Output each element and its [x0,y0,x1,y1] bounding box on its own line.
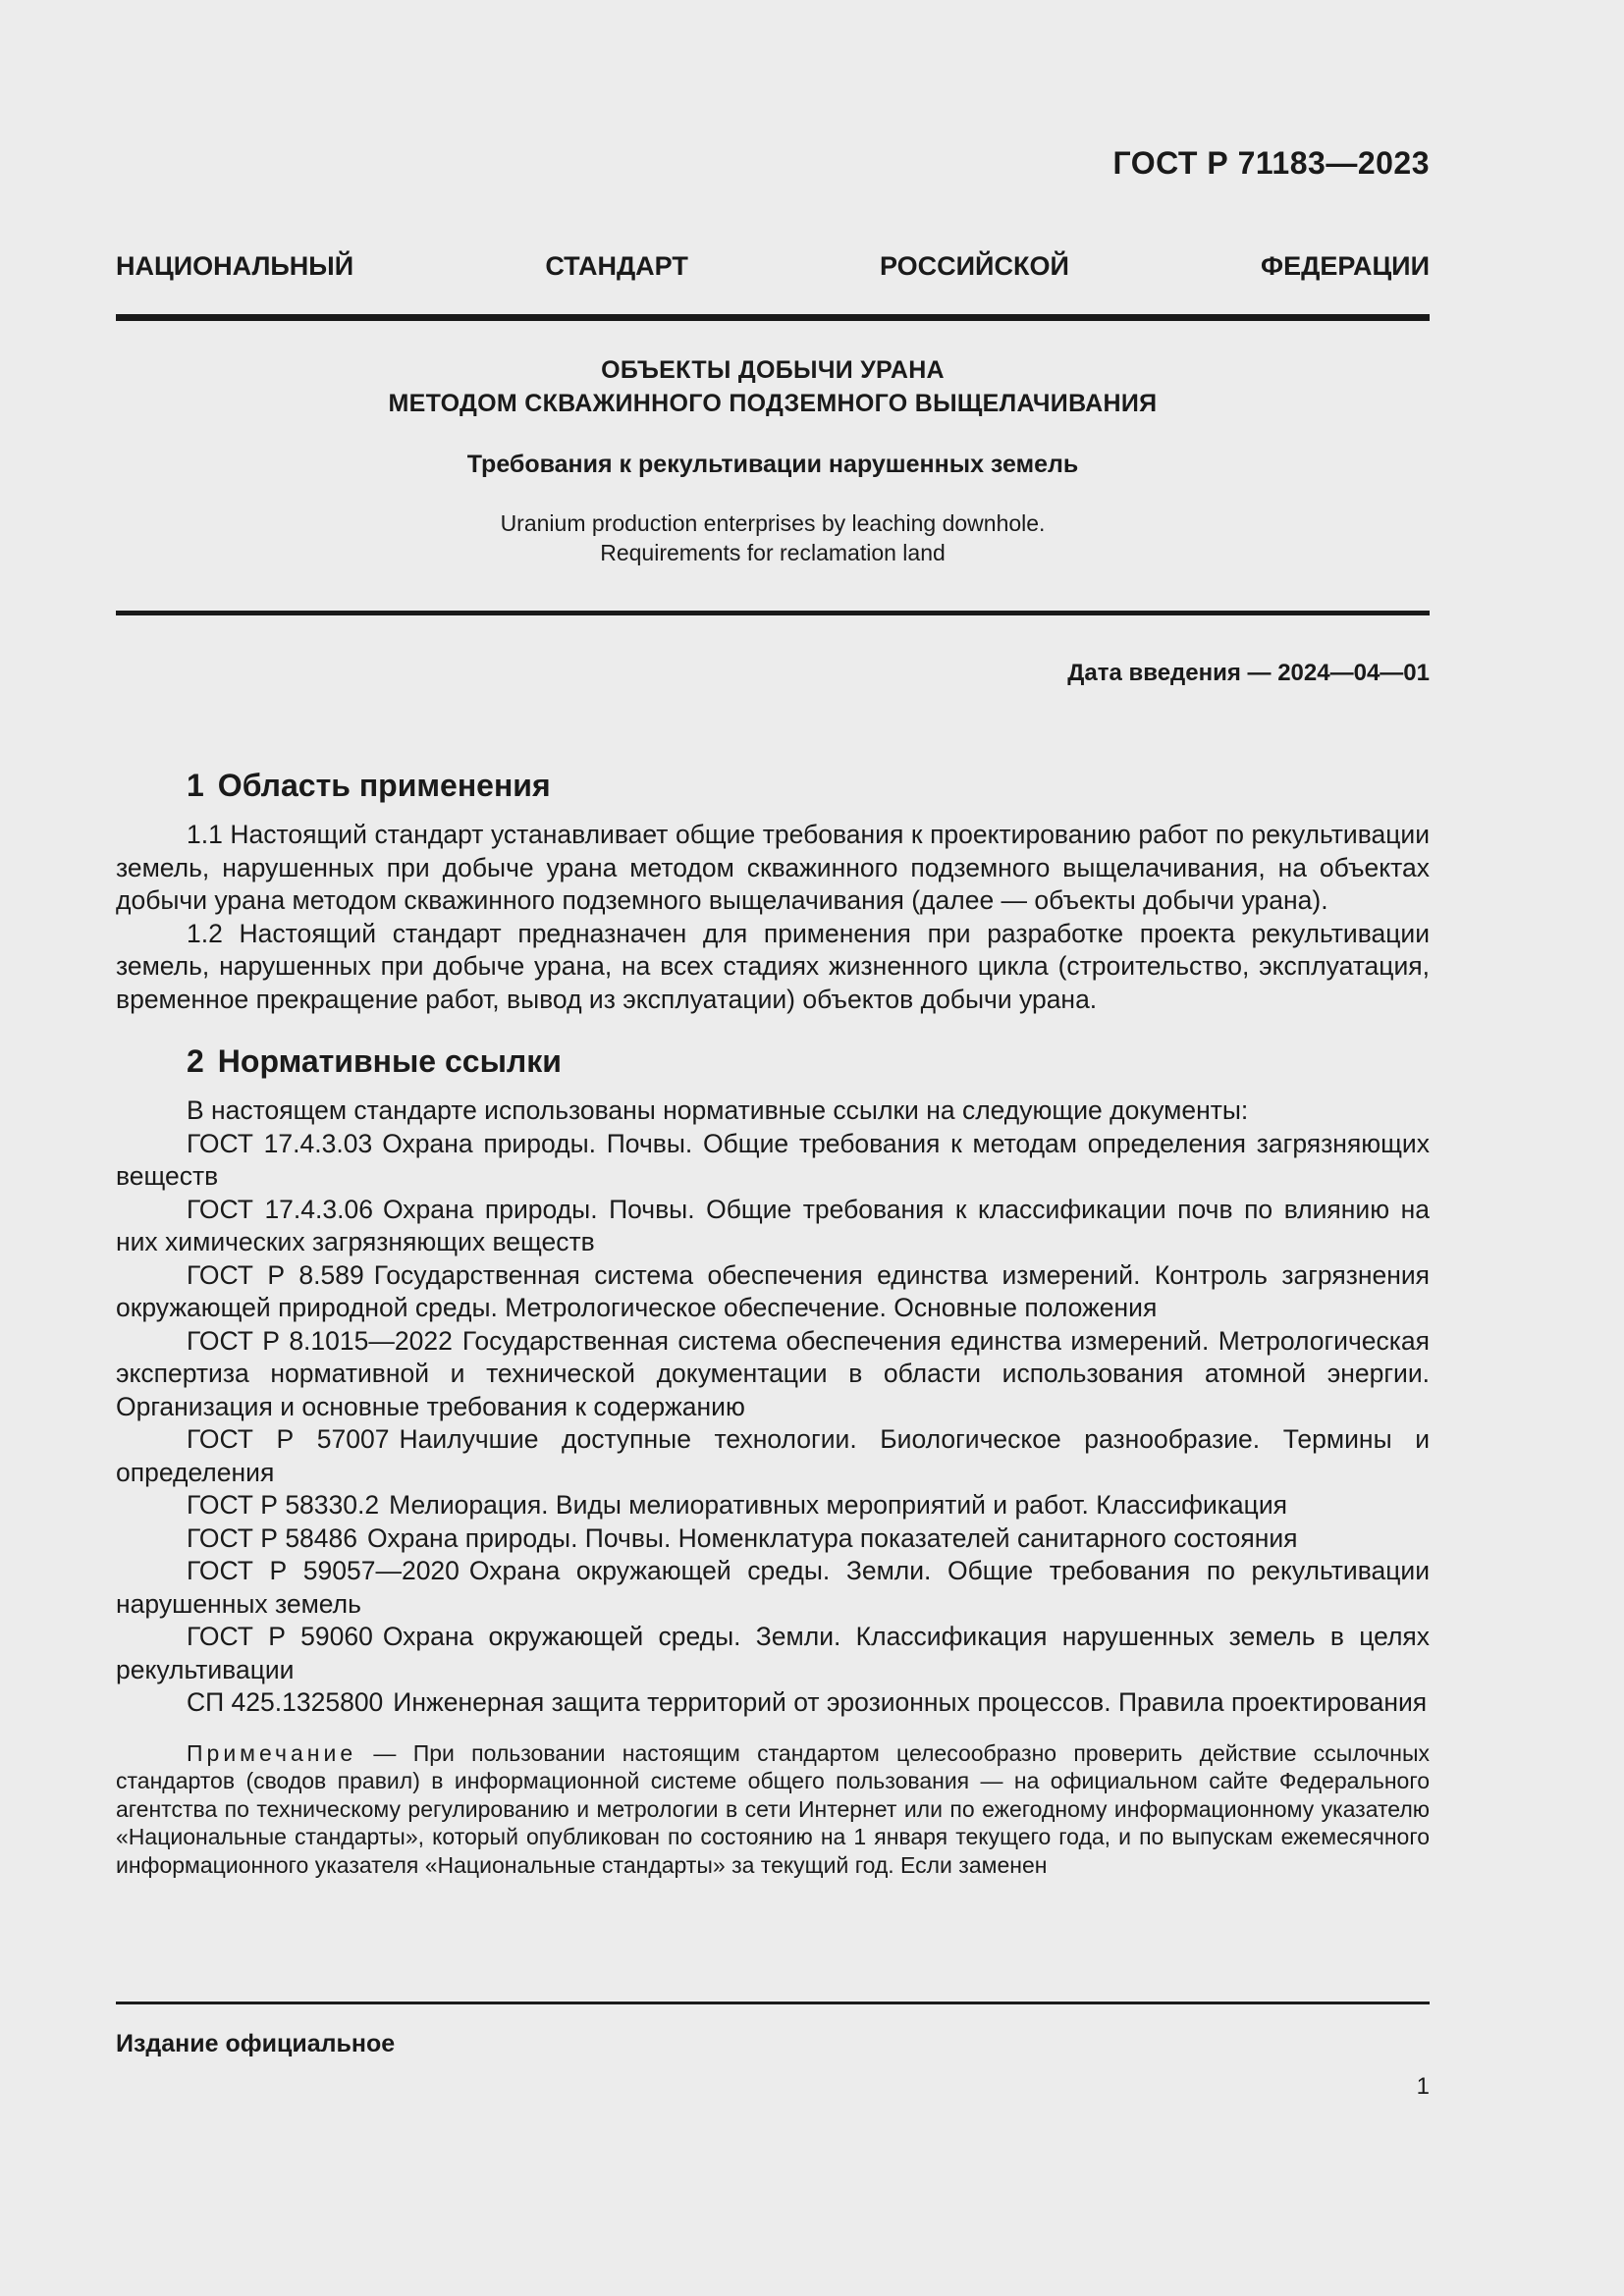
reference-text: Инженерная защита территорий от эрозионных процессов. Правила проектирования [393,1687,1428,1717]
section-title-text: Нормативные ссылки [217,1043,562,1079]
reference-item [116,1194,1430,1259]
section-number: 2 [187,1043,204,1079]
reference-text: Государственная система обеспечения единства измерений. Метрологическая экспертиза нормативной и технической документации в области использования атомной энергии. Организация и основные требования к содержанию [116,1325,1430,1421]
english-title-line: Uranium production enterprises by leaching downhole. [500,510,1046,536]
references-intro: В настоящем стандарте использованы нормативные ссылки на следующие документы: [187,1095,1249,1125]
reference-code: ГОСТ Р 59057—2020 [187,1556,460,1585]
header-word: РОССИЙСКОЙ [880,251,1069,281]
english-title-line: Requirements for reclamation land [600,540,946,565]
reference-text: Охрана окружающей среды. Земли. Классификация нарушенных земель в целях рекультивации [116,1622,1431,1684]
paragraph-1-1: 1.1 Настоящий стандарт устанавливает общие требования к проектированию работ по рекультивации земель, нарушенных при добыче урана методом скважинного подземного выщелачивания, на объектах добычи урана методом скважинного подземного выщелачивания (далее — объекты добычи урана). [116,820,1430,915]
reference-item [116,1489,1430,1522]
document-number: ГОСТ Р 71183—2023 [1112,145,1430,181]
note-paragraph [116,1739,1430,1880]
reference-item [116,1522,1430,1556]
reference-item [116,1128,1430,1194]
document-body [116,766,1430,1901]
reference-code: ГОСТ 17.4.3.03 [187,1128,373,1158]
english-title [116,508,1430,567]
reference-text: Наилучшие доступные технологии. Биологическое разнообразие. Термины и определения [116,1424,1430,1487]
header-word: СТАНДАРТ [545,251,688,281]
section-title-text: Область применения [217,768,551,803]
section-1-title [187,766,1430,805]
reference-text: Мелиорация. Виды мелиоративных мероприятий и работ. Классификация [389,1490,1287,1520]
reference-text: Охрана природы. Почвы. Общие требования к классификации почв по влиянию на них химических загрязняющих веществ [116,1194,1430,1256]
reference-item [116,1621,1430,1686]
reference-code: ГОСТ Р 58486 [187,1522,358,1553]
reference-item [116,1325,1430,1424]
footer-divider [116,2002,1430,2004]
section-number: 1 [187,768,204,803]
note-text: — При пользовании настоящим стандартом целесообразно проверить действие ссылочных стандартов (сводов правил) в информационной системе общего пользования — на официальном сайте Федерального агентства по техническому регулированию и метрологии в сети Интернет или по ежегодному информационному указателю «Национальные стандарты», который опубликован по состоянию на 1 января текущего года, и по выпускам ежемесячного информационного указателя «Национальные стандарты» за текущий год. Если заменен [116,1739,1431,1878]
reference-code: СП 425.1325800 [187,1687,384,1717]
header-word: НАЦИОНАЛЬНЫЙ [116,251,354,281]
title-line: ОБЪЕКТЫ ДОБЫЧИ УРАНА [601,356,945,384]
section-2-title [187,1041,1430,1081]
reference-code: ГОСТ Р 57007 [187,1424,390,1454]
title-block [116,353,1430,567]
reference-text: Охрана природы. Почвы. Общие требования к методам определения загрязняющих веществ [116,1128,1430,1191]
reference-code: ГОСТ Р 8.1015—2022 [187,1325,453,1356]
reference-item [116,1555,1430,1621]
reference-item [116,1686,1430,1720]
title-line: МЕТОДОМ СКВАЖИННОГО ПОДЗЕМНОГО ВЫЩЕЛАЧИВАНИЯ [388,390,1158,417]
page-number: 1 [1416,2073,1430,2100]
title-divider [116,611,1430,615]
reference-item [116,1259,1430,1325]
reference-text: Государственная система обеспечения единства измерений. Контроль загрязнения окружающей природной среды. Метрологическое обеспечение. Основные положения [116,1259,1431,1322]
top-divider [116,314,1430,321]
reference-text: Охрана природы. Почвы. Номенклатура показателей санитарного состояния [367,1522,1298,1553]
reference-code: ГОСТ Р 59060 [187,1622,373,1651]
paragraph-1-2: 1.2 Настоящий стандарт предназначен для применения при разработке проекта рекультивации земель, нарушенных при добыче урана, на всех стадиях жизненного цикла (строительство, эксплуатация, временное прекращение работ, вывод из эксплуатации) объектов добычи урана. [116,918,1430,1014]
note-label: Примечание [187,1739,357,1766]
reference-text: Охрана окружающей среды. Земли. Общие требования по рекультивации нарушенных земель [116,1556,1431,1619]
reference-code: ГОСТ Р 58330.2 [187,1490,380,1520]
introduction-date: Дата введения — 2024—04—01 [1067,660,1430,686]
reference-code: ГОСТ 17.4.3.06 [187,1194,373,1224]
header-word: ФЕДЕРАЦИИ [1261,251,1430,281]
reference-item [116,1423,1430,1489]
standard-header [116,251,1430,282]
official-edition-label: Издание официальное [116,2030,396,2057]
reference-code: ГОСТ Р 8.589 [187,1259,364,1290]
subtitle: Требования к рекультивации нарушенных земель [466,451,1079,478]
